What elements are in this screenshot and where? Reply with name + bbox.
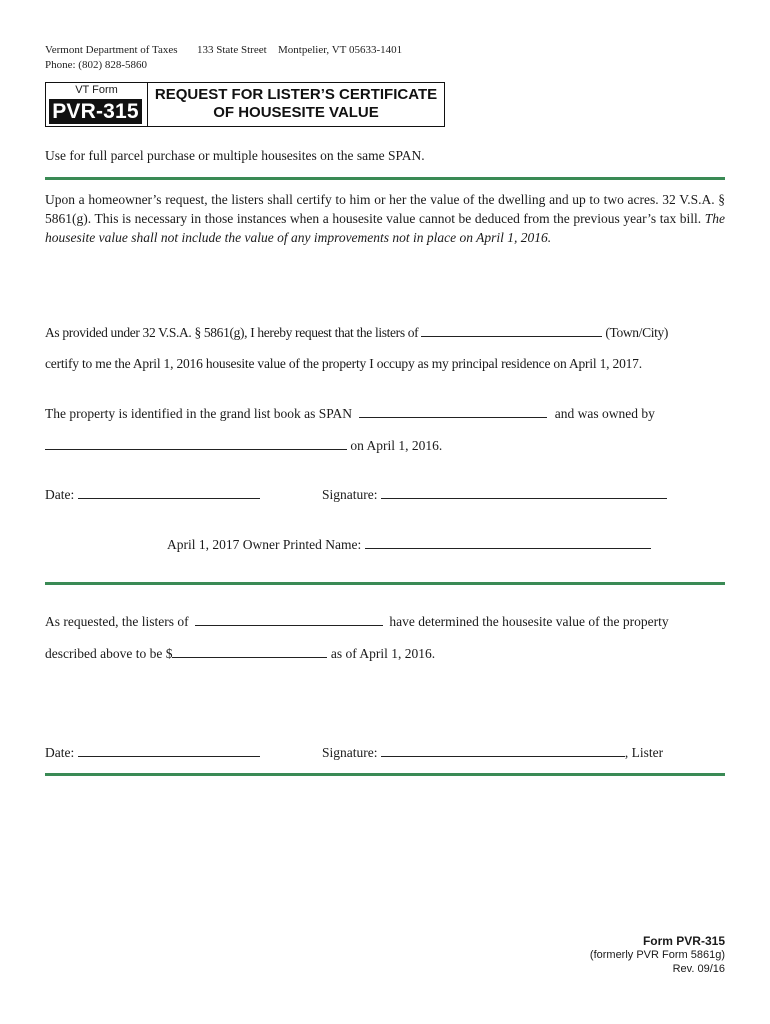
request-line-3 — [45, 405, 725, 422]
description-text: Upon a homeowner’s request, the listers shall certify to him or her the value of the dwelling and up to two acres. 32 V.S.A. § 5861(g). This is necessary in those instances when a housesite value cannot be deduced from the previous year’s tax bill. — [45, 192, 725, 226]
listers-line-1 — [45, 613, 725, 630]
divider-middle — [45, 582, 725, 585]
form-title-line1: REQUEST FOR LISTER’S CERTIFICATE — [154, 86, 438, 103]
owned-by-label: and was owned by — [554, 406, 655, 421]
owned-date-label: on April 1, 2016. — [350, 438, 443, 453]
intro-text: Use for full parcel purchase or multiple housesites on the same SPAN. — [45, 148, 425, 163]
request-line-1 — [45, 324, 725, 341]
span-field[interactable] — [359, 405, 547, 418]
lister-date-label: Date: — [45, 745, 75, 760]
form-header-box — [45, 82, 445, 127]
request-signature-label: Signature: — [322, 487, 378, 502]
form-code: PVR-315 — [49, 99, 142, 124]
town-city-label: (Town/City) — [605, 325, 669, 340]
request-date-label: Date: — [45, 487, 75, 502]
description-italic: The housesite value shall not include the value of any improvements not in place on April 1, 2016. — [45, 211, 726, 245]
agency-phone: Phone: (802) 828-5860 — [45, 59, 148, 71]
listers-of-label: As requested, the listers of — [45, 614, 189, 629]
agency-city: Montpelier, VT 05633-1401 — [278, 44, 403, 56]
request-signature-row — [322, 486, 667, 503]
divider-bottom — [45, 773, 725, 776]
footer-form-id: Form PVR-315 — [642, 934, 725, 948]
owner-field[interactable] — [45, 437, 347, 450]
request-line-4 — [45, 437, 725, 454]
listers-town-field[interactable] — [195, 613, 383, 626]
housesite-value-field[interactable] — [172, 645, 327, 658]
form-footer — [590, 934, 725, 976]
lister-suffix: , Lister — [624, 745, 664, 760]
value-label: described above to be $ — [45, 646, 173, 661]
owner-name-label: April 1, 2017 Owner Printed Name: — [167, 537, 362, 552]
agency-name: Vermont Department of Taxes — [45, 44, 178, 56]
footer-formerly: (formerly PVR Form 5861g) — [589, 949, 725, 961]
value-date-label: as of April 1, 2016. — [330, 646, 436, 661]
lister-signature-label: Signature: — [322, 745, 378, 760]
owner-name-row — [167, 536, 651, 553]
divider-top — [45, 177, 725, 180]
request-line-2: certify to me the April 1, 2016 housesite value of the property I occupy as my principal residence on April 1, 2017. — [45, 356, 642, 371]
listers-line-2 — [45, 645, 725, 662]
form-title-line2: OF HOUSESITE VALUE — [213, 104, 379, 121]
lister-signature-field[interactable] — [381, 744, 625, 757]
agency-address: 133 State Street — [197, 44, 267, 56]
owner-name-field[interactable] — [365, 536, 651, 549]
town-city-field[interactable] — [421, 324, 602, 337]
form-id-panel — [46, 83, 148, 126]
request-signature-field[interactable] — [381, 486, 667, 499]
request-date-field[interactable] — [78, 486, 260, 499]
footer-revision: Rev. 09/16 — [672, 963, 725, 975]
vt-form-label: VT Form — [75, 84, 118, 96]
span-label: The property is identified in the grand list book as SPAN — [45, 406, 352, 421]
request-line1-text: As provided under 32 V.S.A. § 5861(g), I hereby request that the listers of — [45, 325, 419, 340]
form-title — [148, 86, 444, 122]
lister-signature-row — [322, 744, 663, 761]
description-paragraph — [45, 190, 725, 247]
lister-date-field[interactable] — [78, 744, 260, 757]
determined-label: have determined the housesite value of the property — [389, 614, 669, 629]
